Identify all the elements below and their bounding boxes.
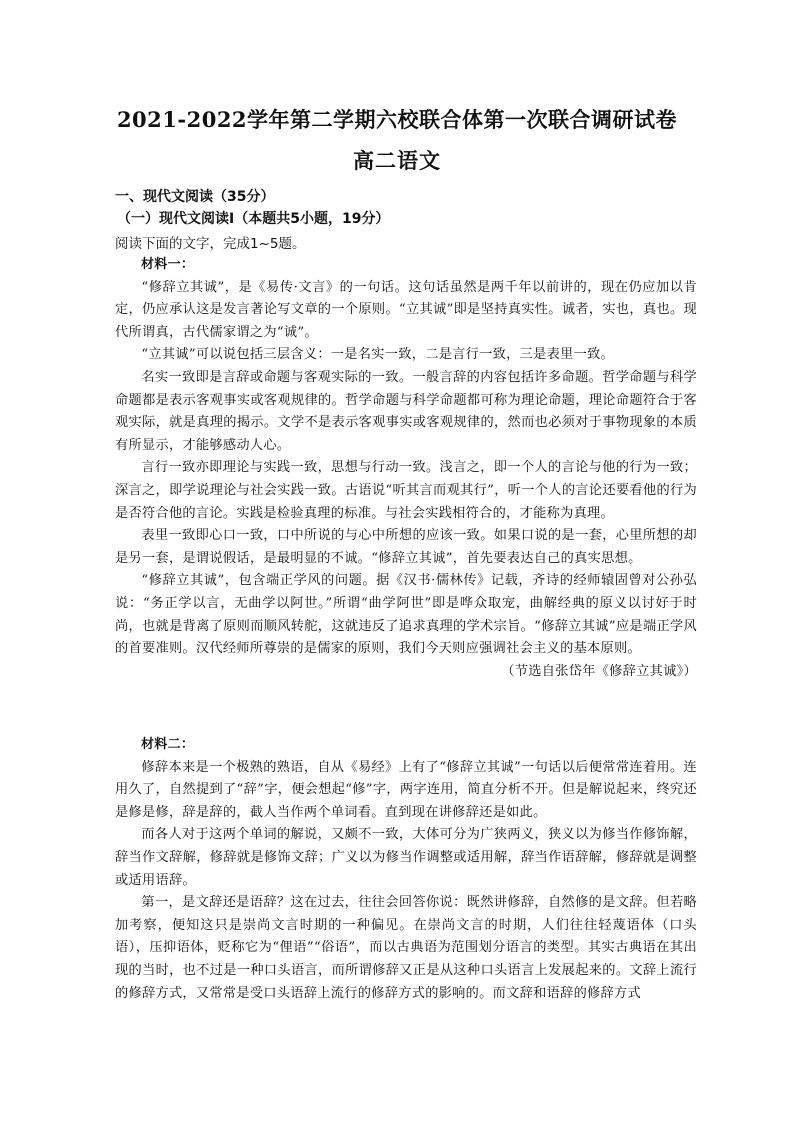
paragraph: “修辞立其诚”，是《易传·文言》的一句话。这句话虽然是两千年以前讲的，现在仍应加以肯定，仍应承认这是发言著论写文章的一个原则。“立其诚”即是坚持真实性。诚者，实也，真也。现代所谓真，古代儒家谓之为“诚”。 bbox=[115, 279, 697, 340]
subject-title: 高二语文 bbox=[353, 148, 441, 173]
paragraph: 表里一致即心口一致，口中所说的与心中所想的应该一致。如果口说的是一套，心里所想的却是另一套，是谓说假话，是最明显的不诚。“修辞立其诚”，首先要表达自己的真实思想。 bbox=[115, 528, 697, 566]
material-one bbox=[115, 254, 697, 683]
source-citation: （节选自张岱年《修辞立其诚》） bbox=[501, 663, 697, 679]
paragraph: 名实一致即是言辞或命题与客观实际的一致。一般言辞的内容包括许多命题。哲学命题与科学命题都是表示客观事实或客观规律的。哲学命题与科学命题都可称为理论命题，理论命题符合于客观实际，就是真理的揭示。文学不是表示客观事实或客观规律的，然而也必须对于事物现象的本质有所显示，才能够感动人心。 bbox=[115, 369, 697, 453]
section-heading: 一、现代文阅读（35分） bbox=[115, 189, 275, 205]
paragraph: 修辞本来是一个极熟的熟语，自从《易经》上有了“修辞立其诚”一句话以后便常常连着用。连用久了，自然提到了“辞”字，便会想起“修”字，两字连用，简直分析不开。但是解说起来，终究还是修是修，辞是辞的，截人当作两个单词看。直到现在讲修辞还是如此。 bbox=[115, 759, 697, 820]
paragraph: 第一，是文辞还是语辞？这在过去，往往会回答你说：既然讲修辞，自然修的是文辞。但若略加考察，便知这只是崇尚文言时期的一种偏见。在崇尚文言的时期，人们往往轻蔑语体（口头语），压抑语体，贬称它为“俚语”“俗语”，而以古典语为范围划分语言的类型。其实古典语在其出现的当时，也不过是一种口头语言，而所谓修辞又正是从这种口头语言上发展起来的。文辞上流行的修辞方式，又常常是受口头语辞上流行的修辞方式的影响的。而文辞和语辞的修辞方式 bbox=[115, 895, 697, 1001]
paragraph: 言行一致亦即理论与实践一致，思想与行动一致。浅言之，即一个人的言论与他的行为一致；深言之，即学说理论与社会实践一致。古语说“听其言而观其行”，听一个人的言论还要看他的行为是否符合他的言论。实践是检验真理的标准。与社会实践相符合的，才能称为真理。 bbox=[115, 460, 697, 521]
paragraph: “修辞立其诚”，包含端正学风的问题。据《汉书·儒林传》记载，齐诗的经师辕固曾对公孙弘说：“务正学以言，无曲学以阿世。”所谓“曲学阿世”即是哗众取宠，曲解经典的原义以讨好于时尚，也就是背离了原则而顺风转舵，这就违反了追求真理的学术宗旨。“修辞立其诚”应是端正学风的首要准则。汉代经师所尊崇的是儒家的原则，我们今天则应强调社会主义的基本原则。 bbox=[115, 573, 697, 657]
subsection-heading: （一）现代文阅读Ⅰ（本题共5小题，19分） bbox=[117, 211, 390, 227]
material-two-label: 材料二： bbox=[141, 737, 195, 752]
instruction-text: 阅读下面的文字，完成1~5题。 bbox=[115, 236, 306, 252]
paragraph: “立其诚”可以说包括三层含义：一是名实一致，二是言行一致，三是表里一致。 bbox=[141, 347, 615, 363]
material-two bbox=[115, 734, 697, 1005]
exam-title: 2021-2022学年第二学期六校联合体第一次联合调研试卷 bbox=[116, 107, 678, 132]
paragraph: 而各人对于这两个单词的解说，又颇不一致，大体可分为广狭两义，狭义以为修当作修饰解，辞当作文辞解，修辞就是修饰文辞；广义以为修当作调整或适用解，辞当作语辞解，修辞就是调整或适用语辞。 bbox=[115, 827, 697, 888]
material-one-label: 材料一： bbox=[141, 257, 195, 272]
